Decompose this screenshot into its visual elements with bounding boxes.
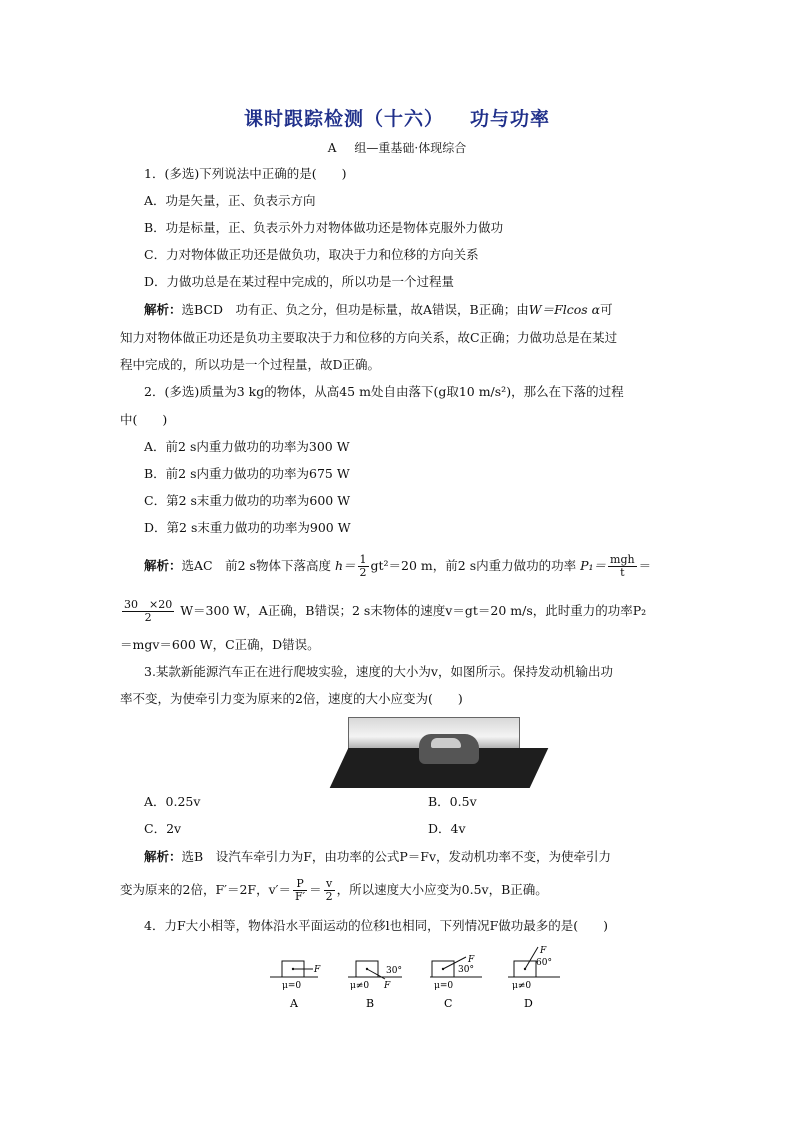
svg-text:D: D — [524, 997, 533, 1010]
svg-text:30°: 30° — [386, 966, 402, 976]
diagram-a — [270, 961, 321, 1010]
diagram-c — [430, 955, 482, 1010]
force-diagrams — [268, 946, 568, 1015]
q1-answer-line1: 解析：选BCD 功有正、负之分，但功是标量，故A错误，B正确；由W＝Flcos α可 — [144, 302, 613, 317]
q1-option-c: C．力对物体做正功还是做负功，取决于力和位移的方向关系 — [144, 247, 479, 262]
svg-text:F: F — [384, 981, 391, 991]
q4-stem: 4．力F大小相等，物体沿水平面运动的位移l也相同，下列情况F做功最多的是( ) — [144, 918, 609, 933]
svg-text:A: A — [290, 997, 298, 1010]
q1-stem: 1．(多选)下列说法中正确的是( ) — [144, 166, 347, 181]
page-title: 课时跟踪检测（十六） 功与功率 — [243, 108, 551, 130]
diagram-b — [348, 961, 402, 1010]
q1-option-b: B．功是标量，正、负表示外力对物体做功还是物体克服外力做功 — [144, 220, 504, 235]
svg-text:C: C — [444, 997, 453, 1010]
q2-option-d: D．第2 s末重力做功的功率为900 W — [144, 520, 351, 535]
q3-answer-line1: 解析：选B 设汽车牵引力为F，由功率的公式P＝Fv，发动机功率不变，为使牵引力 — [144, 849, 612, 864]
q2-option-c: C．第2 s末重力做功的功率为600 W — [144, 493, 351, 508]
svg-text:μ=0: μ=0 — [282, 981, 302, 991]
svg-text:F: F — [314, 965, 321, 975]
q2-answer-line1: 解析：选AC 前2 s物体下落高度 h＝ $\frac{1}{2}$ gt²＝20 m，前2 s内重力做功的功率 P₁＝ $\frac{\text{mgh}}{t}$ ＝ — [144, 553, 652, 579]
svg-text:B: B — [366, 997, 375, 1010]
svg-text:μ=0: μ=0 — [434, 981, 454, 991]
q1-option-a: A．功是矢量，正、负表示方向 — [144, 193, 316, 208]
q3-option-c: C．2v — [144, 821, 182, 836]
q3-answer-line2: 变为原来的2倍，F′＝2F，v′＝ $\frac{P}{F'}$ ＝ $\frac{v}{2}$ ，所以速度大小应变为0.5v，B正确。 — [120, 877, 548, 903]
q3-option-b: B．0.5v — [428, 794, 477, 809]
svg-text:μ≠0: μ≠0 — [350, 981, 370, 991]
q3-option-a: A．0.25v — [144, 794, 201, 809]
section-subtitle: A 组—重基础·体现综合 — [327, 141, 467, 155]
q2-answer-line2: $\frac{30 \times 20}{2}$ W＝300 W，A正确，B错误；2 s末物体的速度v＝gt＝20 m/s，此时重力的功率P₂ — [124, 598, 647, 624]
car-hill-photo — [348, 717, 520, 781]
svg-text:μ≠0: μ≠0 — [512, 981, 532, 991]
q3-stem-line1: 3.某款新能源汽车正在进行爬坡实验，速度的大小为v，如图所示。保持发动机输出功 — [144, 664, 613, 679]
svg-text:30°: 30° — [458, 965, 474, 975]
q2-answer-line3: ＝mgv＝600 W，C正确，D错误。 — [120, 637, 320, 652]
svg-text:60°: 60° — [536, 958, 552, 968]
svg-text:F: F — [540, 946, 547, 956]
diagram-d — [508, 946, 560, 1010]
q2-option-a: A．前2 s内重力做功的功率为300 W — [144, 439, 350, 454]
q1-answer-line2: 知力对物体做正功还是负功主要取决于力和位移的方向关系，故C正确；力做功总是在某过 — [120, 330, 618, 345]
q2-stem-line2: 中( ) — [120, 412, 168, 427]
q1-option-d: D．力做功总是在某过程中完成的，所以功是一个过程量 — [144, 274, 455, 289]
q3-stem-line2: 率不变，为使牵引力变为原来的2倍，速度的大小应变为( ) — [120, 691, 463, 706]
q1-answer-line3: 程中完成的，所以功是一个过程量，故D正确。 — [120, 357, 381, 372]
q3-option-d: D．4v — [428, 821, 466, 836]
q2-option-b: B．前2 s内重力做功的功率为675 W — [144, 466, 350, 481]
svg-text:F: F — [468, 955, 475, 965]
q2-stem-line1: 2．(多选)质量为3 kg的物体，从高45 m处自由落下(g取10 m/s²)，那么在下落的过程 — [144, 384, 624, 399]
